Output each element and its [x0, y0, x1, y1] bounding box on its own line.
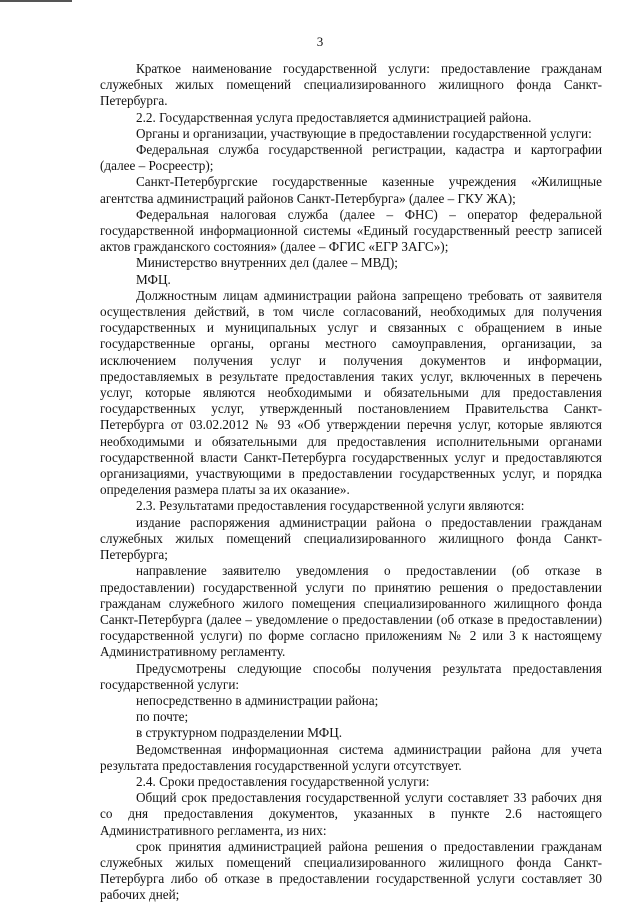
paragraph-short-name: Краткое наименование государственной услуги: предоставление гражданам служебных жилых помещений специализированного жилищного фонда Санкт-Петербурга.	[100, 61, 602, 109]
paragraph-2-3: 2.3. Результатами предоставления государственной услуги являются:	[136, 498, 525, 514]
paragraph-method-direct: непосредственно в администрации района;	[136, 692, 379, 708]
paragraph-total-term: Общий срок предоставления государственной услуги составляет 33 рабочих дня со дня предоставления документов, указанных в пункте 2.6 настоящего Административного регламента, из них:	[100, 790, 602, 838]
document-body	[100, 61, 602, 904]
paragraph-mfc: МФЦ.	[136, 271, 171, 287]
paragraph-prohibition: Должностным лицам администрации района запрещено требовать от заявителя осуществления действий, в том числе согласований, необходимых для получения государственных и муниципальных услуг и связанных с обращением в иные государственные органы, органы местного самоуправления, организации, за исключением получения услуг и получения документов и информации, предоставляемых в результате предоставления таких услуг, включенных в перечень услуг, которые являются необходимыми и обязательными для предоставления государственных услуг, утвержденный постановлением Правительства Санкт-Петербурга от 03.02.2012 № 93 «Об утверждении перечня услуг, которые являются необходимыми и обязательными для предоставления исполнительными органами государственной власти Санкт-Петербурга государственных услуг и предоставляются организациями, участвующими в предоставлении государственных услуг, и порядка определения размера платы за их оказание».	[100, 287, 602, 498]
paragraph-methods: Предусмотрены следующие способы получения результата предоставления государственной услуги:	[100, 660, 602, 692]
top-rule	[0, 0, 72, 2]
paragraph-fns: Федеральная налоговая служба (далее – ФНС) – оператор федеральной государственной информационной системы «Единый государственный реестр записей актов гражданского состояния» (далее – ФГИС «ЕГР ЗАГС»);	[100, 206, 602, 255]
paragraph-gku-zha: Санкт-Петербургские государственные казенные учреждения «Жилищные агентства администраций районов Санкт-Петербурга» (далее – ГКУ ЖА);	[100, 174, 602, 206]
paragraph-decision-term: срок принятия администрацией района решения о предоставлении гражданам служебных жилых помещений специализированного жилищного фонда Санкт-Петербурга либо об отказе в предоставлении государственной услуги составляет 30 рабочих дней;	[100, 838, 602, 903]
paragraph-rosreestr: Федеральная служба государственной регистрации, кадастра и картографии (далее – Росреестр);	[100, 142, 602, 174]
paragraph-2-4: 2.4. Сроки предоставления государственной услуги:	[136, 773, 430, 789]
paragraph-method-post: по почте;	[136, 709, 189, 725]
paragraph-notification: направление заявителю уведомления о предоставлении (об отказе в предоставлении) государственной услуги по принятию решения о предоставлении гражданам служебного жилого помещения специализированного жилищного фонда Санкт-Петербурга (далее – уведомление о предоставлении (об отказе в предоставлении) государственной услуги) по форме согласно приложениям № 2 или 3 к настоящему Административному регламенту.	[100, 563, 602, 660]
paragraph-2-2: 2.2. Государственная услуга предоставляется администрацией района.	[136, 109, 532, 125]
paragraph-bodies-intro: Органы и организации, участвующие в предоставлении государственной услуги:	[136, 125, 592, 141]
paragraph-method-mfc: в структурном подразделении МФЦ.	[136, 725, 343, 741]
paragraph-mvd: Министерство внутренних дел (далее – МВД);	[136, 255, 398, 271]
paragraph-order-issue: издание распоряжения администрации района о предоставлении гражданам служебных жилых помещений специализированного жилищного фонда Санкт-Петербурга;	[100, 514, 602, 563]
paragraph-info-system: Ведомственная информационная система администрации района для учета результата предоставления государственной услуги отсутствует.	[100, 741, 602, 773]
page-number: 3	[316, 34, 324, 49]
